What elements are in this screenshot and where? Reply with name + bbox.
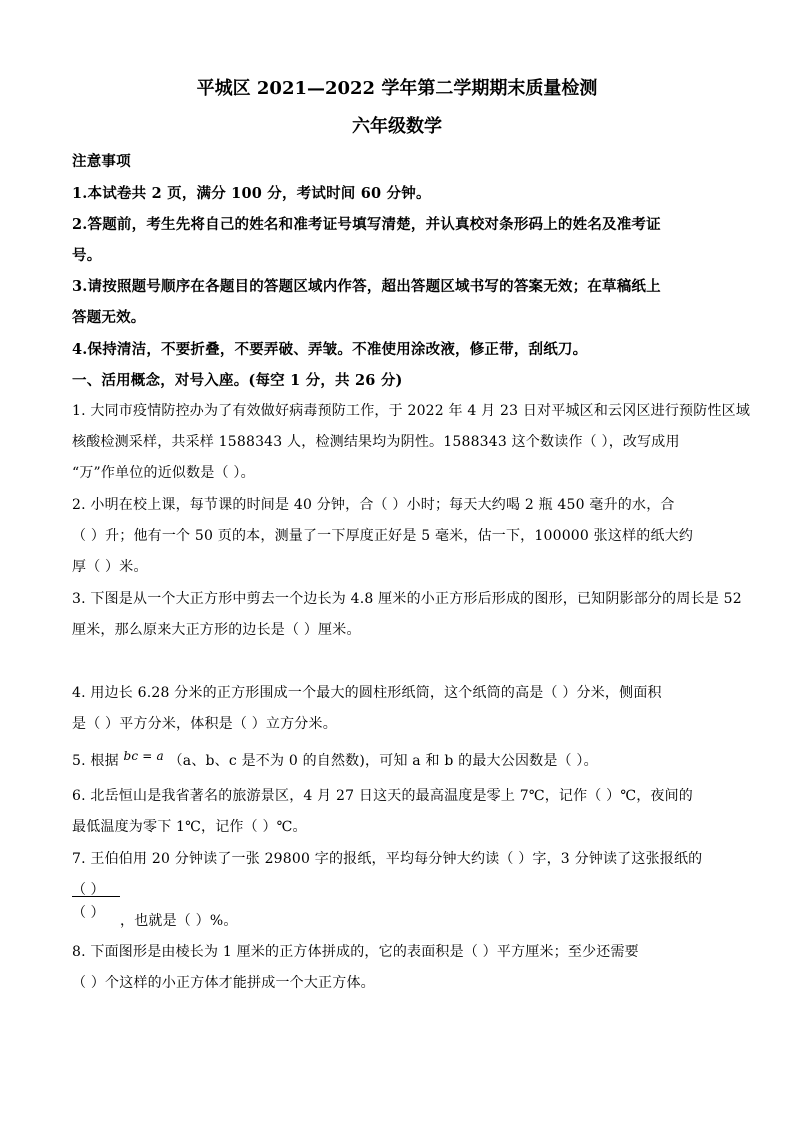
note-1: 1.本试卷共 2 页，满分 100 分，考试时间 60 分钟。 — [72, 185, 431, 202]
question-5-equation: bc = a — [123, 749, 164, 763]
fraction-numerator: （ ） — [72, 882, 105, 898]
question-2-line-2: （ ）升；他有一个 50 页的本，测量了一下厚度正好是 5 毫米，估一下，100000 张这样的纸大约 — [72, 528, 694, 544]
question-7-line-1: 7. 王伯伯用 20 分钟读了一张 29800 字的报纸，平均每分钟大约读（ ）字，3 分钟读了这张报纸的 — [72, 851, 703, 867]
note-4: 4.保持清洁，不要折叠，不要弄破、弄皱。不准使用涂改液，修正带，刮纸刀。 — [72, 341, 588, 358]
question-6-line-1: 6. 北岳恒山是我省著名的旅游景区，4 月 27 日这天的最高温度是零上 7℃，记作（ ）℃，夜间的 — [72, 788, 694, 804]
question-1-line-1: 1. 大同市疫情防控办为了有效做好病毒预防工作，于 2022 年 4 月 23 日对平城区和云冈区进行预防性区域 — [72, 403, 751, 419]
fraction-denominator: （ ） — [72, 905, 105, 921]
question-1-line-3: “万”作单位的近似数是（ ）。 — [72, 465, 255, 481]
section-1-heading: 一、活用概念，对号入座。(每空 1 分，共 26 分) — [72, 372, 403, 389]
question-8-line-1: 8. 下面图形是由棱长为 1 厘米的正方体拼成的，它的表面积是（ ）平方厘米；至少还需要 — [72, 944, 639, 960]
exam-title: 平城区 2021—2022 学年第二学期期末质量检测 — [196, 78, 598, 99]
question-5-prefix: 5. 根据 — [72, 753, 119, 769]
question-8-line-2: （ ）个这样的小正方体才能拼成一个大正方体。 — [72, 975, 375, 991]
note-2-line-1: 2.答题前，考生先将自己的姓名和准考证号填写清楚，并认真校对条形码上的姓名及准考证 — [72, 216, 661, 233]
question-5 — [72, 749, 598, 770]
question-3-line-1: 3. 下图是从一个大正方形中剪去一个边长为 4.8 厘米的小正方形后形成的图形，已知阴影部分的周长是 52 — [72, 591, 742, 607]
note-2-line-2: 号。 — [72, 247, 102, 264]
question-1-line-2: 核酸检测采样，共采样 1588343 人，检测结果均为阴性。1588343 这个数读作（ ），改写成用 — [72, 434, 680, 450]
exam-subtitle: 六年级数学 — [352, 116, 442, 137]
question-4-line-2: 是（ ）平方分米，体积是（ ）立方分米。 — [72, 716, 337, 732]
question-2-line-1: 2. 小明在校上课，每节课的时间是 40 分钟，合（ ）小时；每天大约喝 2 瓶 450 毫升的水，合 — [72, 497, 675, 513]
question-3-line-2: 厘米，那么原来大正方形的边长是（ ）厘米。 — [72, 622, 361, 638]
question-5-suffix: （a、b、c 是不为 0 的自然数)，可知 a 和 b 的最大公因数是（ ）。 — [168, 753, 598, 769]
note-3-line-2: 答题无效。 — [72, 309, 146, 326]
note-3-line-1: 3.请按照题号顺序在各题目的答题区域内作答，超出答题区域书写的答案无效；在草稿纸上 — [72, 278, 661, 295]
question-4-line-1: 4. 用边长 6.28 分米的正方形围成一个最大的圆柱形纸筒，这个纸筒的高是（ ）分米，侧面积 — [72, 685, 662, 701]
question-6-line-2: 最低温度为零下 1℃，记作（ ）℃。 — [72, 819, 307, 835]
question-2-line-3: 厚（ ）米。 — [72, 559, 148, 575]
notes-heading: 注意事项 — [72, 153, 131, 170]
fraction-bar — [72, 896, 120, 897]
question-7-fraction — [72, 879, 105, 921]
question-7-line-2: ，也就是（ ）%。 — [120, 913, 238, 929]
